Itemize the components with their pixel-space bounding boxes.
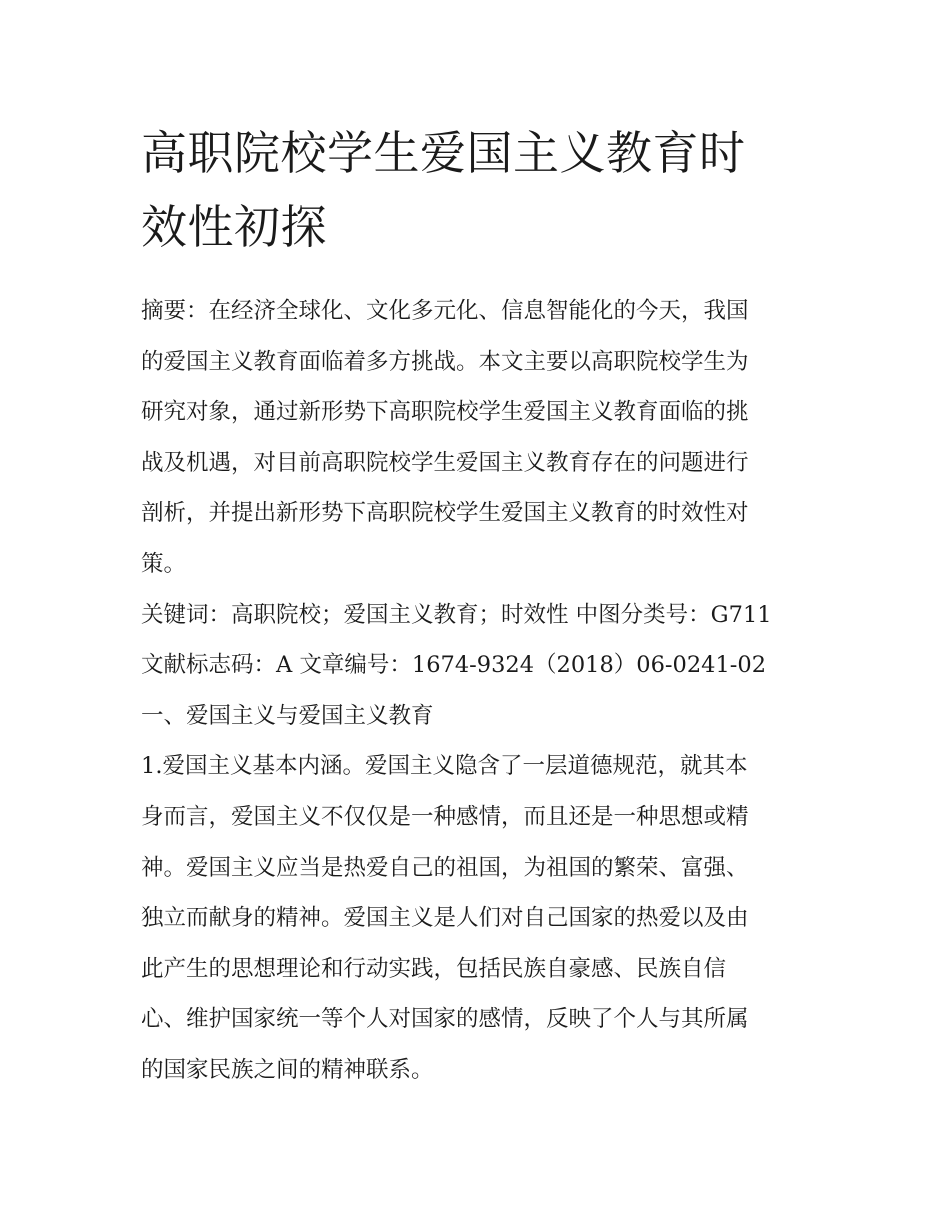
paragraph-line: 此产生的思想理论和行动实践，包括民族自豪感、民族自信 [141, 955, 727, 982]
abstract-line: 战及机遇，对目前高职院校学生爱国主义教育存在的问题进行 [141, 449, 749, 476]
keywords-line: 关键词：高职院校；爱国主义教育；时效性 中图分类号：G711 [141, 601, 772, 628]
abstract-line: 剖析，并提出新形势下高职院校学生爱国主义教育的时效性对 [141, 500, 749, 527]
title-line: 高职院校学生爱国主义教育时 [141, 126, 746, 180]
title-line: 效性初探 [141, 200, 327, 254]
body-paragraph [141, 741, 813, 1095]
abstract-line: 摘要：在经济全球化、文化多元化、信息智能化的今天，我国 [141, 298, 749, 324]
section-heading: 一、爱国主义与爱国主义教育 [141, 702, 434, 729]
document-page [141, 116, 813, 1096]
document-code-line: 文献标志码：A 文章编号：1674-9324（2018）06-0241-02 [141, 652, 767, 679]
paragraph-line: 心、维护国家统一等个人对国家的感情，反映了个人与其所属 [141, 1006, 749, 1033]
paragraph-line: 身而言，爱国主义不仅仅是一种感情，而且还是一种思想或精 [141, 803, 749, 830]
paragraph-line: 神。爱国主义应当是热爱自己的祖国，为祖国的繁荣、富强、 [141, 854, 749, 881]
paragraph-line: 的国家民族之间的精神联系。 [141, 1056, 434, 1083]
abstract-line: 策。 [141, 550, 187, 577]
abstract [141, 286, 813, 590]
document-title [141, 116, 813, 264]
paragraph-line: 1.爱国主义基本内涵。爱国主义隐含了一层道德规范，就其本 [141, 753, 748, 780]
abstract-line: 研究对象，通过新形势下高职院校学生爱国主义教育面临的挑 [141, 399, 749, 426]
paragraph-line: 独立而献身的精神。爱国主义是人们对自己国家的热爱以及由 [141, 905, 749, 932]
abstract-line: 的爱国主义教育面临着多方挑战。本文主要以高职院校学生为 [141, 348, 749, 375]
